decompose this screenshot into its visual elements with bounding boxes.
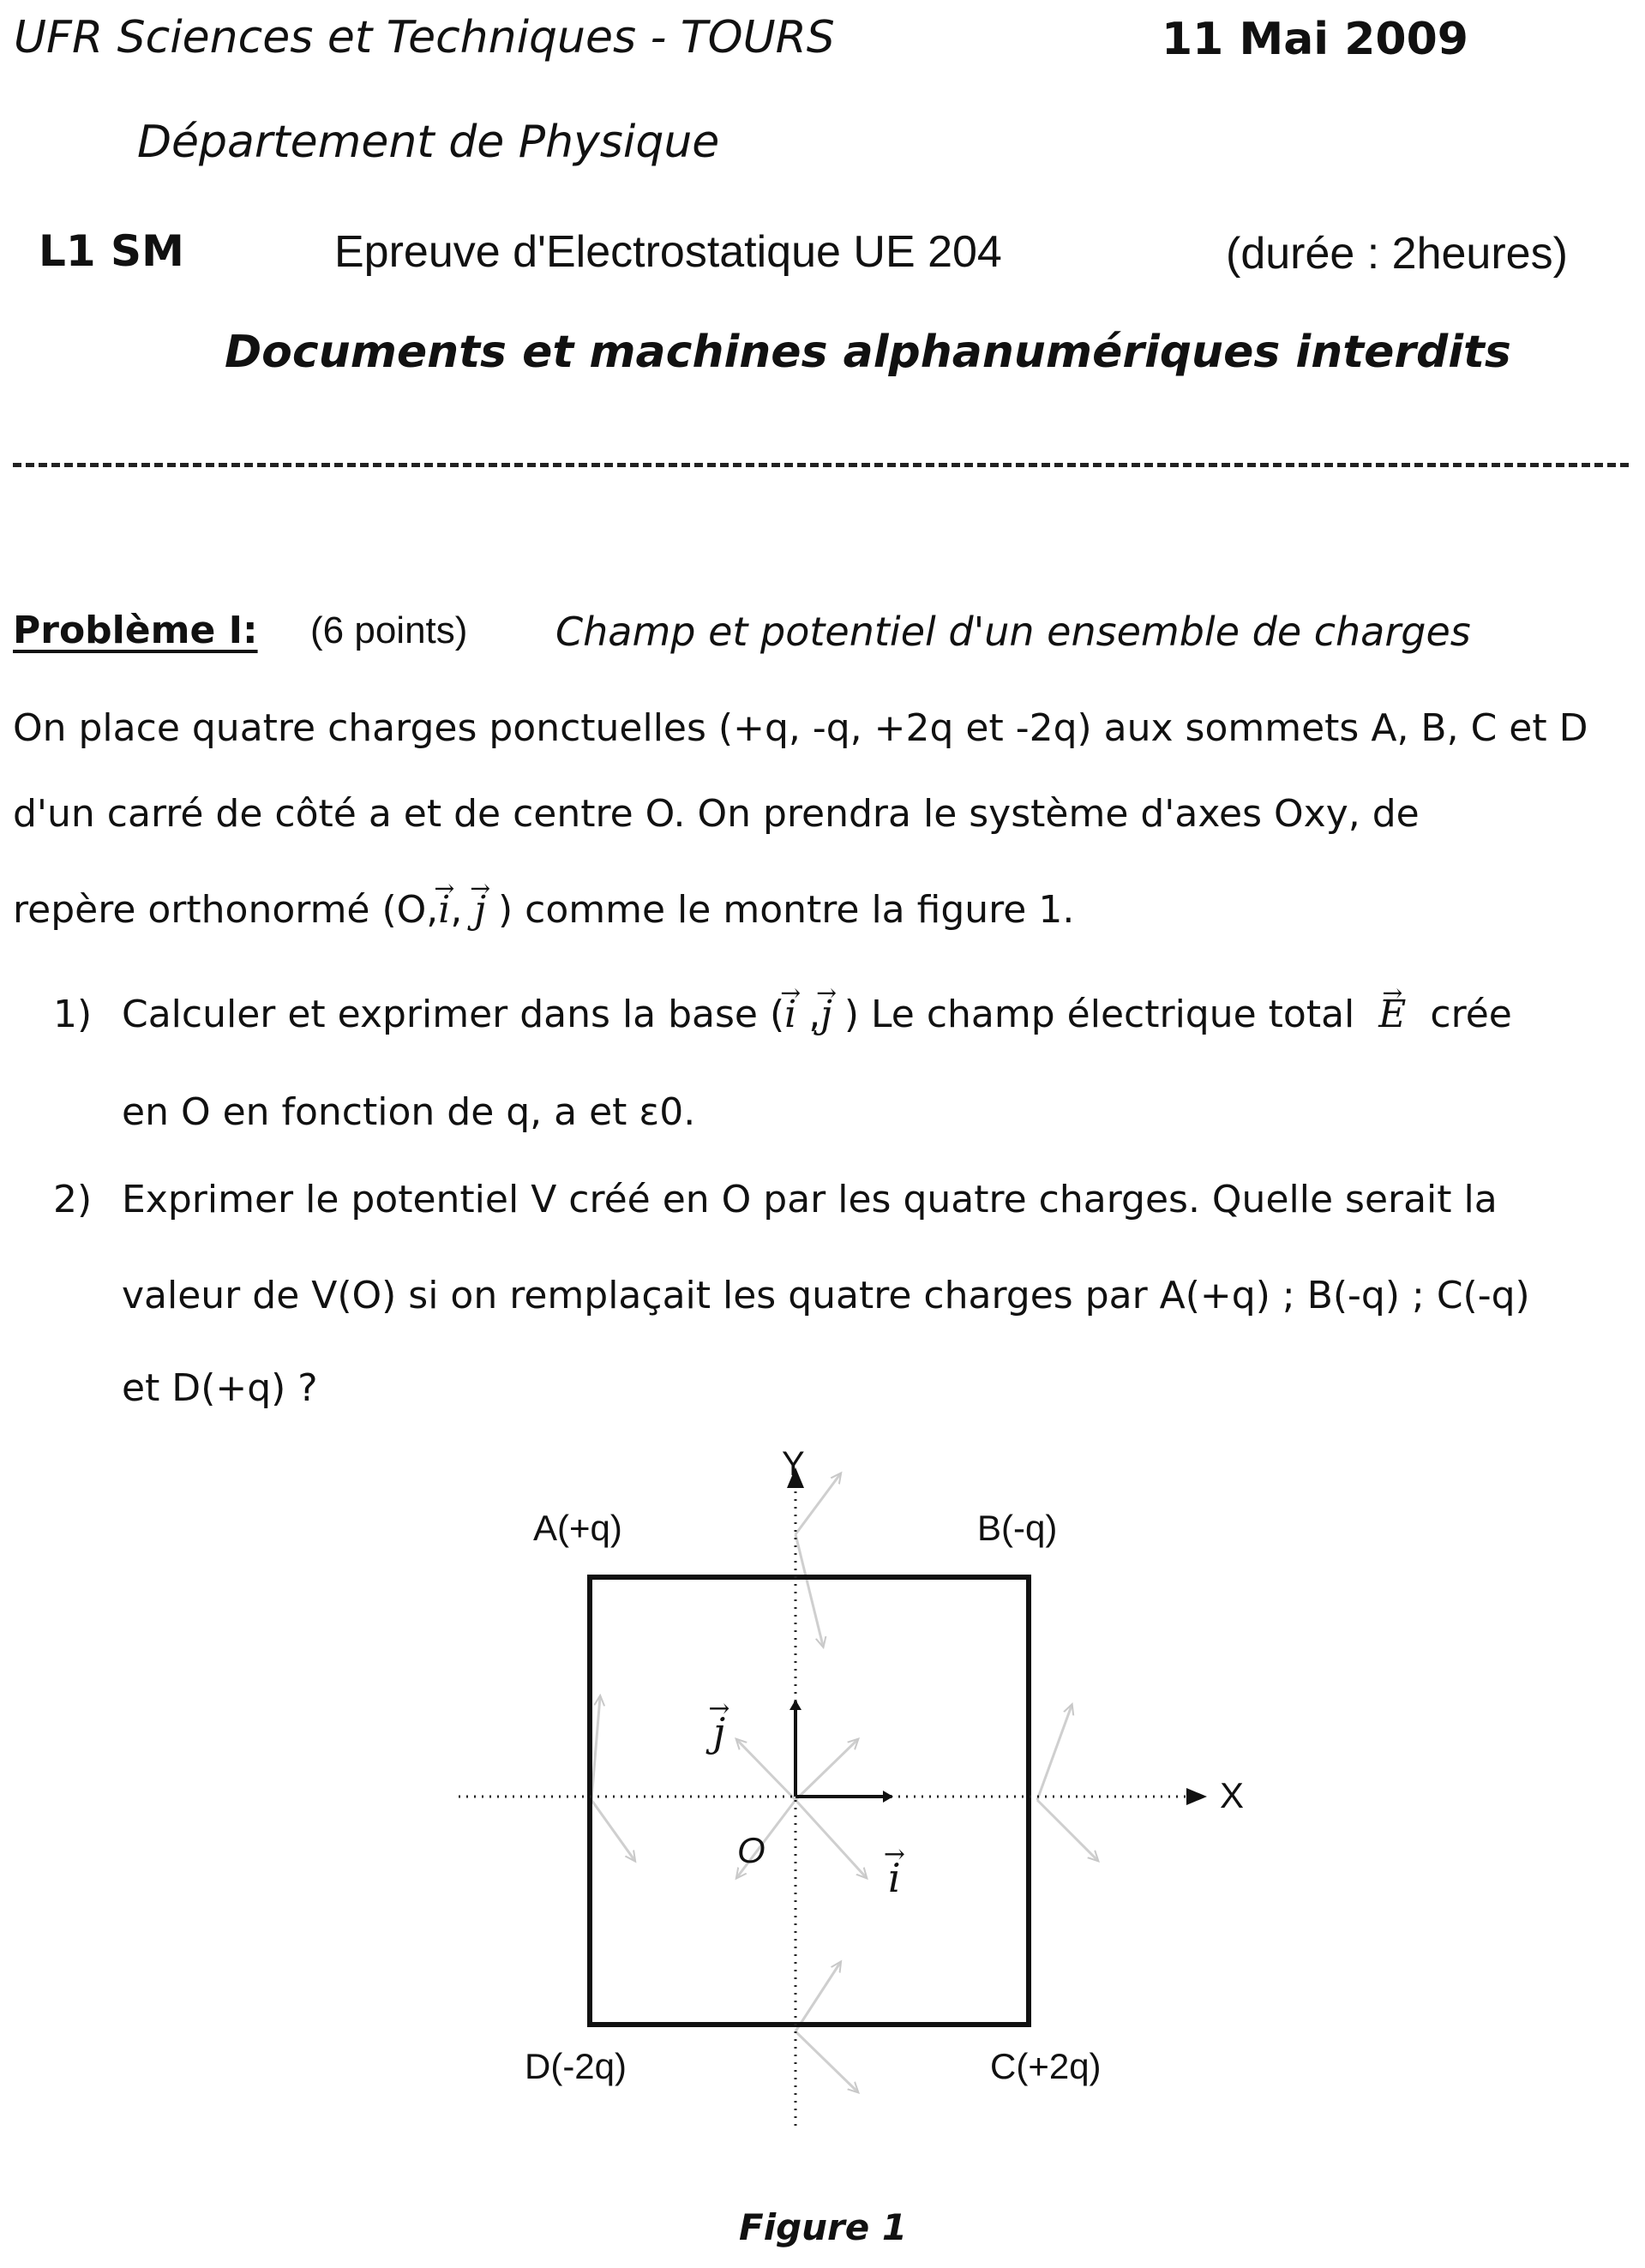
vertex-label-D: D(-2q)	[525, 2046, 627, 2086]
show-through-arrows	[591, 1474, 1097, 2091]
vertex-label-B: B(-q)	[977, 1508, 1058, 1548]
figure-caption: Figure 1	[739, 2206, 908, 2248]
question-1-number: 1)	[53, 993, 93, 1036]
intro-line-1: On place quatre charges ponctuelles (+q, -q, +2q et -2q) aux sommets A, B, C et D	[13, 706, 1588, 750]
vector-j-symbol: → j	[820, 996, 832, 1034]
vector-i-symbol: → i	[438, 891, 450, 929]
department-line: Département de Physique	[137, 117, 720, 168]
intro-line-3-start: repère orthonormé (O,	[13, 888, 439, 932]
question-2-line-2: valeur de V(O) si on remplaçait les quatre charges par A(+q) ; B(-q) ; C(-q)	[122, 1274, 1530, 1317]
question-2-line-3: et D(+q) ?	[122, 1366, 318, 1410]
q1-comma: ,	[808, 993, 821, 1036]
vertex-label-C: C(+2q)	[990, 2046, 1102, 2086]
question-1-line-2: en O en fonction de q, a et ε0.	[122, 1090, 696, 1134]
unit-vector-j-label: → j	[713, 1713, 725, 1752]
level-label: L1 SM	[39, 226, 184, 276]
vector-E-symbol: → E	[1378, 996, 1406, 1034]
origin-label-O: O	[737, 1830, 765, 1870]
exam-date: 11 Mai 2009	[1162, 14, 1468, 65]
q1-text-start: Calculer et exprimer dans la base (	[122, 993, 785, 1036]
vector-i-symbol: → i	[784, 996, 796, 1034]
exam-notice: Documents et machines alphanumériques interdits	[225, 327, 1511, 378]
vector-j-symbol: → j	[474, 891, 486, 929]
y-axis-label: Y	[782, 1445, 805, 1483]
q1-text-middle: ) Le champ électrique total	[844, 993, 1355, 1036]
q1-text-end: crée	[1430, 993, 1512, 1036]
problem-label: Problème I:	[13, 609, 258, 652]
vertex-label-A: A(+q)	[533, 1508, 622, 1548]
exam-title: Epreuve d'Electrostatique UE 204	[334, 227, 1002, 277]
problem-title: Champ et potentiel d'un ensemble de charges	[555, 609, 1471, 655]
intro-line-3-end: ) comme le montre la figure 1.	[498, 888, 1075, 932]
unit-vector-i-label: → i	[888, 1858, 901, 1898]
institution-line: UFR Sciences et Techniques - TOURS	[14, 12, 835, 63]
exam-duration: (durée : 2heures)	[1226, 229, 1568, 279]
question-2-number: 2)	[53, 1178, 93, 1221]
intro-line-3-comma: ,	[450, 888, 463, 932]
x-axis-label: X	[1220, 1775, 1245, 1815]
question-2-line-1: Exprimer le potentiel V créé en O par les quatre charges. Quelle serait la	[122, 1178, 1498, 1221]
x-axis-arrowhead	[1186, 1788, 1207, 1805]
problem-points: (6 points)	[310, 609, 468, 651]
intro-line-2: d'un carré de côté a et de centre O. On prendra le système d'axes Oxy, de	[13, 792, 1420, 836]
square-ABCD	[590, 1577, 1029, 2025]
